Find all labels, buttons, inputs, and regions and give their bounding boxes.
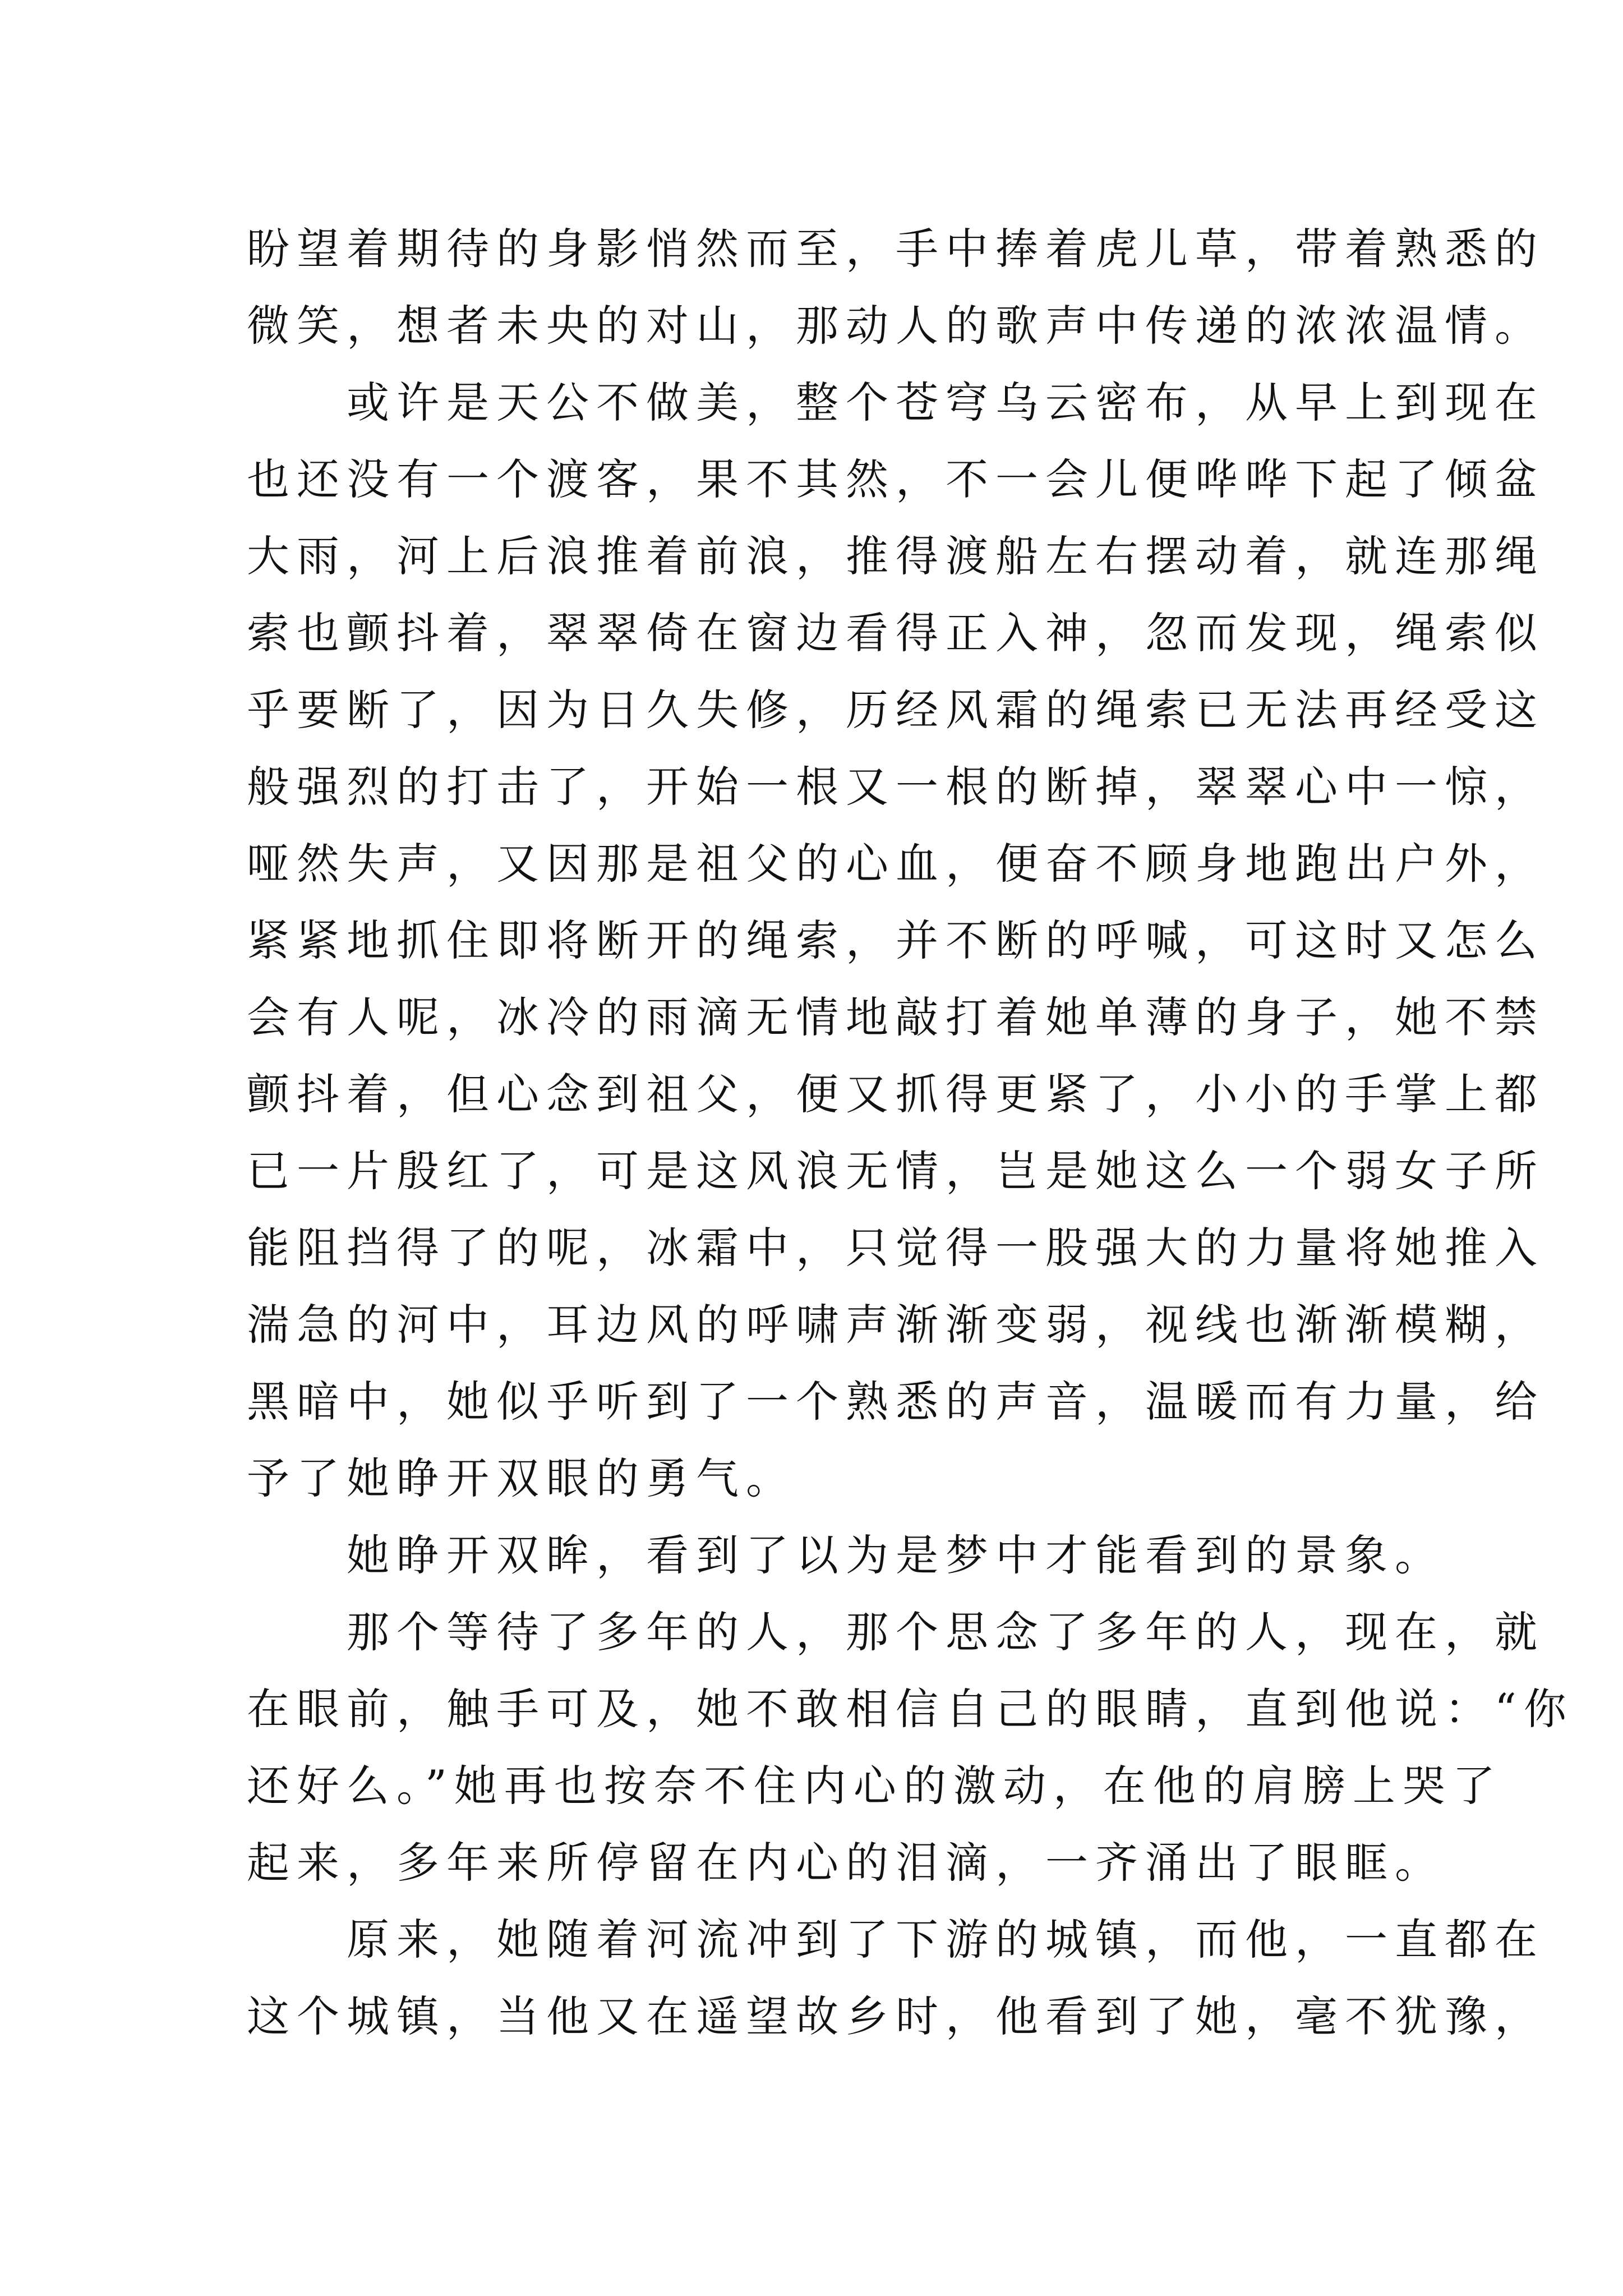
text-line: 黑暗中，她似乎听到了一个熟悉的声音，温暖而有力量，给: [247, 1377, 1544, 1427]
text-line: 原来，她随着河流冲到了下游的城镇，而他，一直都在: [347, 1915, 1544, 1964]
text-line: 会有人呢，冰冷的雨滴无情地敲打着她单薄的身子，她不禁: [247, 992, 1544, 1042]
text-line: 或许是天公不做美，整个苍穹乌云密布，从早上到现在: [347, 378, 1544, 427]
text-line: 已一片殷红了，可是这风浪无情，岂是她这么一个弱女子所: [247, 1146, 1544, 1196]
text-line: 般强烈的打击了，开始一根又一根的断掉，翠翠心中一惊，: [247, 762, 1544, 812]
text-line: 那个等待了多年的人，那个思念了多年的人，现在，就: [347, 1607, 1544, 1657]
text-line: 这个城镇，当他又在遥望故乡时，他看到了她，毫不犹豫，: [247, 1991, 1544, 2041]
text-line: 颤抖着，但心念到祖父，便又抓得更紧了，小小的手掌上都: [247, 1069, 1544, 1119]
body-text: [247, 210, 1574, 2055]
text-line: 乎要断了，因为日久失修，历经风霜的绳索已无法再经受这: [247, 685, 1544, 735]
text-line: 也还没有一个渡客，果不其然，不一会儿便哗哗下起了倾盆: [247, 454, 1544, 504]
text-line: 微笑，想者未央的对山，那动人的歌声中传递的浓浓温情。: [247, 301, 1544, 351]
text-line: 起来，多年来所停留在内心的泪滴，一齐涌出了眼眶。: [247, 1838, 1445, 1888]
text-line: 能阻挡得了的呢，冰霜中，只觉得一股强大的力量将她推入: [247, 1223, 1544, 1273]
text-line: 大雨，河上后浪推着前浪，推得渡船左右摆动着，就连那绳: [247, 531, 1544, 581]
text-line: 还好么。”她再也按奈不住内心的激动，在他的肩膀上哭了: [247, 1761, 1502, 1811]
text-line: 予了她睁开双眼的勇气。: [247, 1453, 796, 1503]
text-line: 索也颤抖着，翠翠倚在窗边看得正入神，忽而发现，绳索似: [247, 608, 1544, 658]
text-line: 盼望着期待的身影悄然而至，手中捧着虎儿草，带着熟悉的: [247, 224, 1544, 274]
text-line: 湍急的河中，耳边风的呼啸声渐渐变弱，视线也渐渐模糊，: [247, 1300, 1544, 1350]
text-line: 紧紧地抓住即将断开的绳索，并不断的呼喊，可这时又怎么: [247, 915, 1544, 965]
text-line: 哑然失声，又因那是祖父的心血，便奋不顾身地跑出户外，: [247, 839, 1544, 889]
text-line: 她睁开双眸，看到了以为是梦中才能看到的景象。: [347, 1530, 1445, 1580]
text-line: 在眼前，触手可及，她不敢相信自己的眼睛，直到他说：“你: [247, 1684, 1574, 1734]
